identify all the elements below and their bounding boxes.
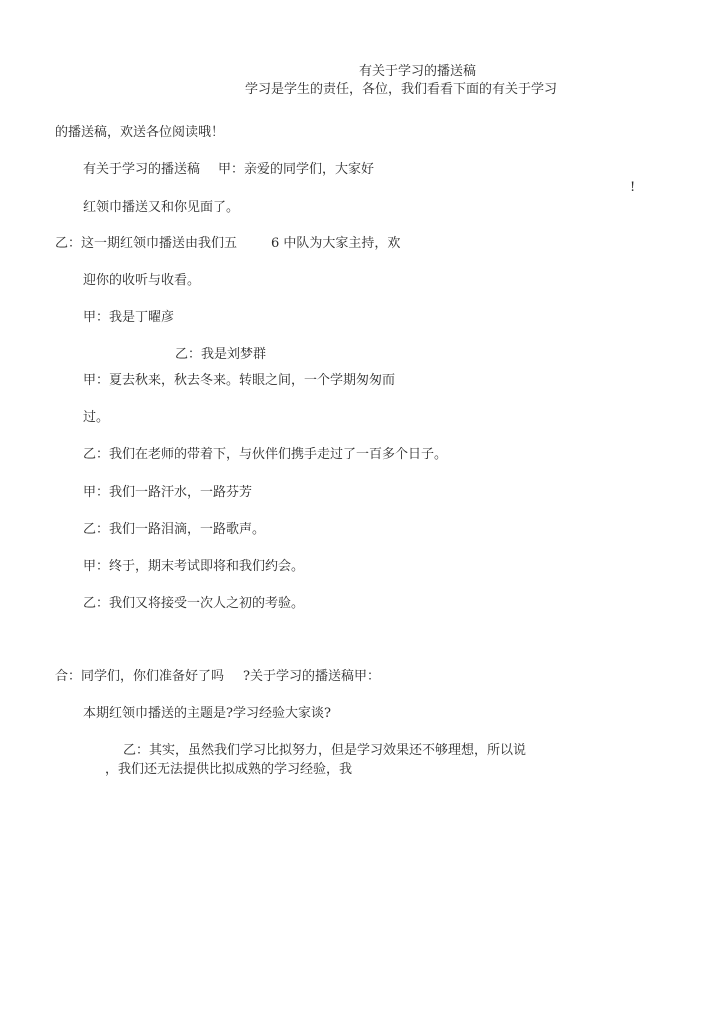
paragraph-2: 红领巾播送又和你见面了。 <box>83 200 240 215</box>
document-title: 有关于学习的播送稿 <box>359 64 477 79</box>
intro-line-2: 的播送稿，欢送各位阅读哦！ <box>55 125 225 140</box>
paragraph-3-part-2: 6 中队为大家主持，欢 <box>271 236 401 251</box>
paragraph-4: 迎你的收听与收看。 <box>83 273 201 288</box>
paragraph-10: 甲：我们一路汗水，一路芬芳 <box>83 485 253 500</box>
paragraph-14-part-2: ?关于学习的播送稿甲： <box>243 669 380 684</box>
paragraph-15: 本期红领巾播送的主题是?学习经验大家谈? <box>83 706 331 721</box>
paragraph-14-part-1: 合：同学们，你们准备好了吗 <box>55 669 225 684</box>
paragraph-16: 乙：其实，虽然我们学习比拟努力，但是学习效果还不够理想，所以说 <box>123 743 527 758</box>
paragraph-7: 甲：夏去秋来，秋去冬来。转眼之间，一个学期匆匆而 <box>83 373 396 388</box>
paragraph-1-title: 有关于学习的播送稿 <box>83 162 201 177</box>
exclamation-mark: ! <box>630 180 636 195</box>
paragraph-12: 甲：终于，期末考试即将和我们约会。 <box>83 559 305 574</box>
paragraph-8: 过。 <box>83 410 110 425</box>
paragraph-17: ，我们还无法提供比拟成熟的学习经验，我 <box>105 762 353 777</box>
paragraph-11: 乙：我们一路泪滴，一路歌声。 <box>83 522 266 537</box>
paragraph-13: 乙：我们又将接受一次人之初的考验。 <box>83 596 305 611</box>
paragraph-5: 甲：我是丁曜彦 <box>83 310 175 325</box>
intro-line-1: 学习是学生的责任，各位，我们看看下面的有关于学习 <box>245 82 558 97</box>
paragraph-3-part-1: 乙：这一期红领巾播送由我们五 <box>55 236 238 251</box>
paragraph-6: 乙：我是刘梦群 <box>175 347 267 362</box>
paragraph-9: 乙：我们在老师的带着下，与伙伴们携手走过了一百多个日子。 <box>83 447 448 462</box>
paragraph-1-greeting: 甲：亲爱的同学们，大家好 <box>218 162 375 177</box>
